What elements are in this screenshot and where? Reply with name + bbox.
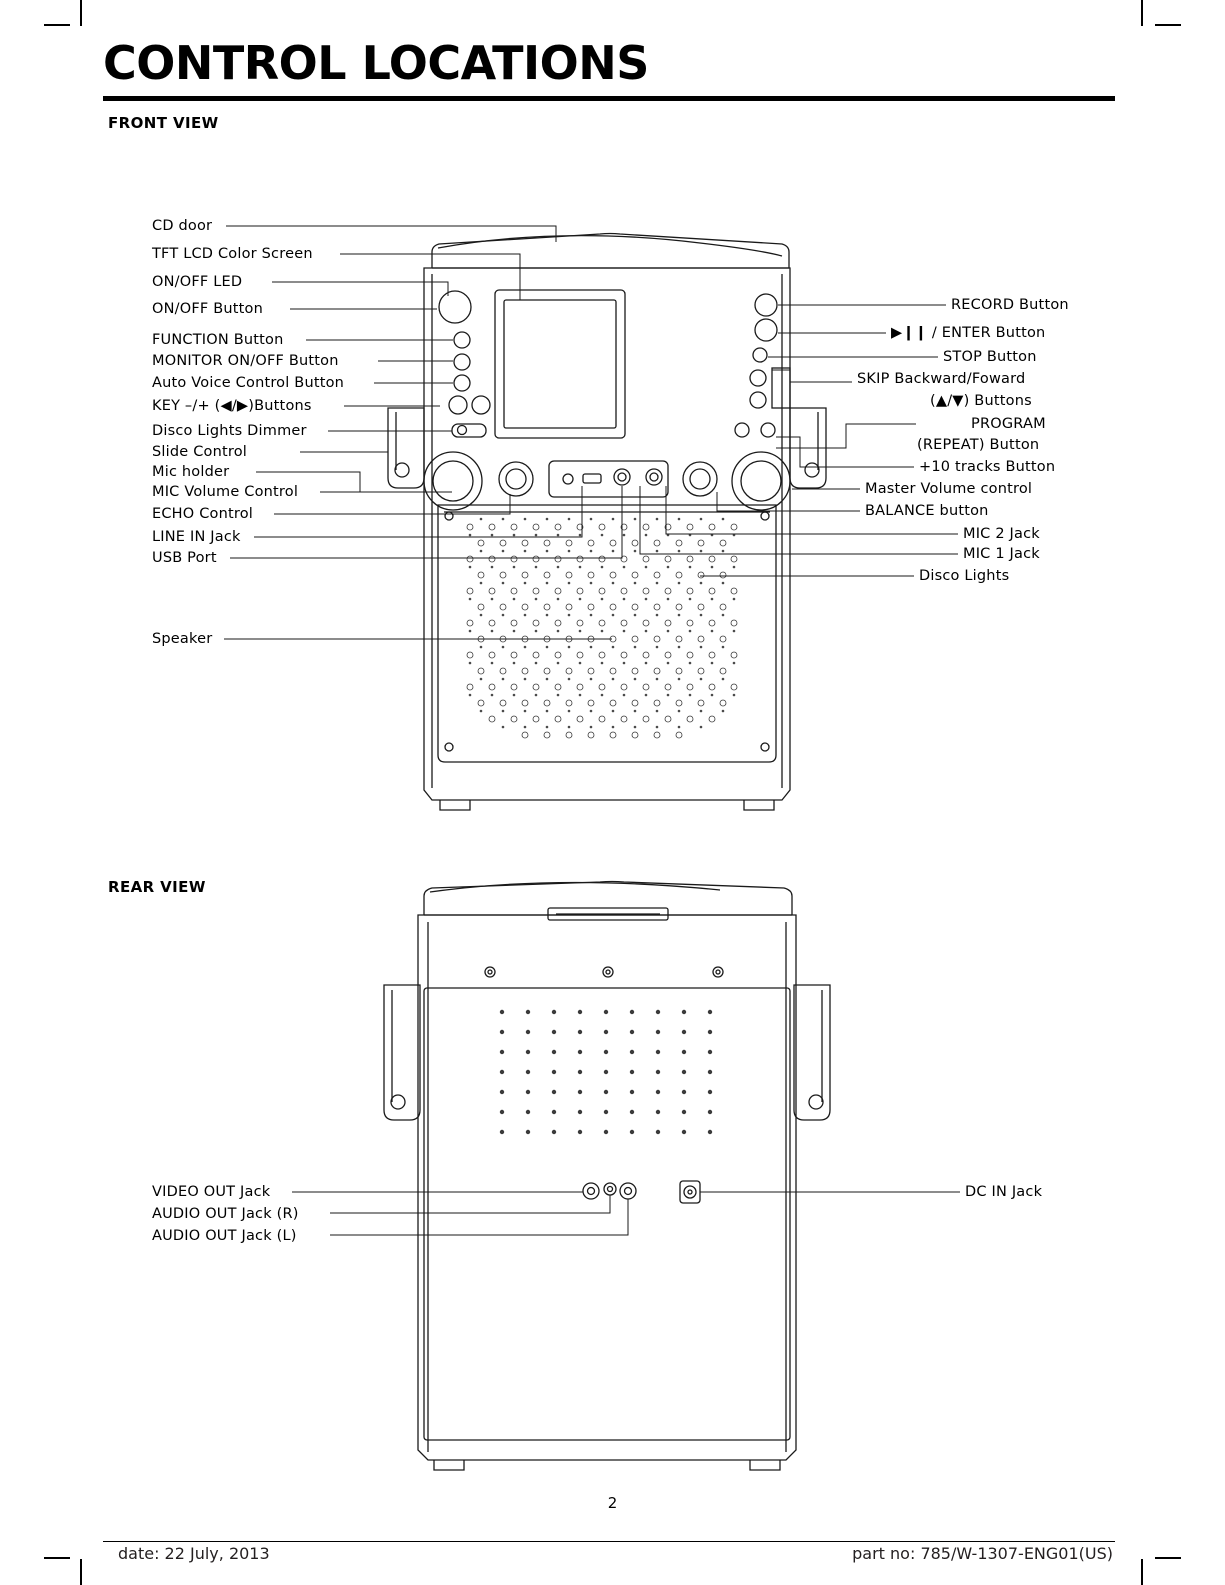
- rear-view-illustration: [0, 860, 1225, 1480]
- callout-monitor-on-off-button: MONITOR ON/OFF Button: [152, 353, 339, 369]
- callout-on-off-led: ON/OFF LED: [152, 274, 243, 290]
- callout-on-off-button: ON/OFF Button: [152, 301, 264, 317]
- callout-mic-holder: Mic holder: [152, 464, 230, 480]
- callout-tft-lcd-color-screen: TFT LCD Color Screen: [152, 246, 313, 262]
- callout-cd-door: CD door: [152, 218, 213, 234]
- callout-auto-voice-control-button: Auto Voice Control Button: [152, 375, 345, 391]
- rear-view-heading: REAR VIEW: [108, 878, 206, 896]
- callout-disco-lights-dimmer: Disco Lights Dimmer: [152, 423, 307, 439]
- crop-mark-bottom-right-v: [1141, 1559, 1143, 1585]
- callout-video-out-jack: VIDEO OUT Jack: [152, 1184, 271, 1200]
- callout-function-button: FUNCTION Button: [152, 332, 284, 348]
- callout-speaker: Speaker: [152, 631, 213, 647]
- callout-line-in-jack: LINE IN Jack: [152, 529, 241, 545]
- callout-stop-button: STOP Button: [943, 349, 1037, 365]
- callout-audio-out-jack-r: AUDIO OUT Jack (R): [152, 1206, 299, 1222]
- callout-program-repeat-button: (REPEAT) Button: [917, 437, 1040, 453]
- callout-echo-control: ECHO Control: [152, 506, 254, 522]
- callout-slide-control: Slide Control: [152, 444, 248, 460]
- front-view-heading: FRONT VIEW: [108, 114, 219, 132]
- page-title: CONTROL LOCATIONS: [103, 36, 649, 90]
- callout-usb-port: USB Port: [152, 550, 217, 566]
- crop-mark-bottom-left-h: [44, 1557, 70, 1559]
- callout-mic-1-jack: MIC 1 Jack: [963, 546, 1040, 562]
- callout-mic-volume-control: MIC Volume Control: [152, 484, 299, 500]
- callout-dc-in-jack: DC IN Jack: [965, 1184, 1043, 1200]
- callout-balance-button: BALANCE button: [865, 503, 989, 519]
- callout-program-button: PROGRAM: [971, 416, 1046, 432]
- crop-mark-bottom-left-v: [80, 1559, 82, 1585]
- footer-divider: [103, 1541, 1115, 1542]
- callout-mic-2-jack: MIC 2 Jack: [963, 526, 1040, 542]
- page-number: 2: [607, 1494, 618, 1512]
- callout-skip-buttons-arrows: (▲/▼) Buttons: [930, 393, 1032, 409]
- crop-mark-bottom-right-h: [1155, 1557, 1181, 1559]
- callout-key-buttons: KEY –/+ (◀/▶)Buttons: [152, 398, 312, 414]
- footer-date: date: 22 July, 2013: [118, 1544, 270, 1563]
- callout-record-button: RECORD Button: [951, 297, 1069, 313]
- callout-audio-out-jack-l: AUDIO OUT Jack (L): [152, 1228, 297, 1244]
- callout-play-enter-button: ▶❙❙ / ENTER Button: [891, 325, 1046, 341]
- callout-plus-10-tracks-button: +10 tracks Button: [919, 459, 1056, 475]
- footer-part-no: part no: 785/W-1307-ENG01(US): [852, 1544, 1113, 1563]
- callout-master-volume-control: Master Volume control: [865, 481, 1033, 497]
- callout-disco-lights: Disco Lights: [919, 568, 1010, 584]
- callout-skip-buttons: SKIP Backward/Foward: [857, 371, 1026, 387]
